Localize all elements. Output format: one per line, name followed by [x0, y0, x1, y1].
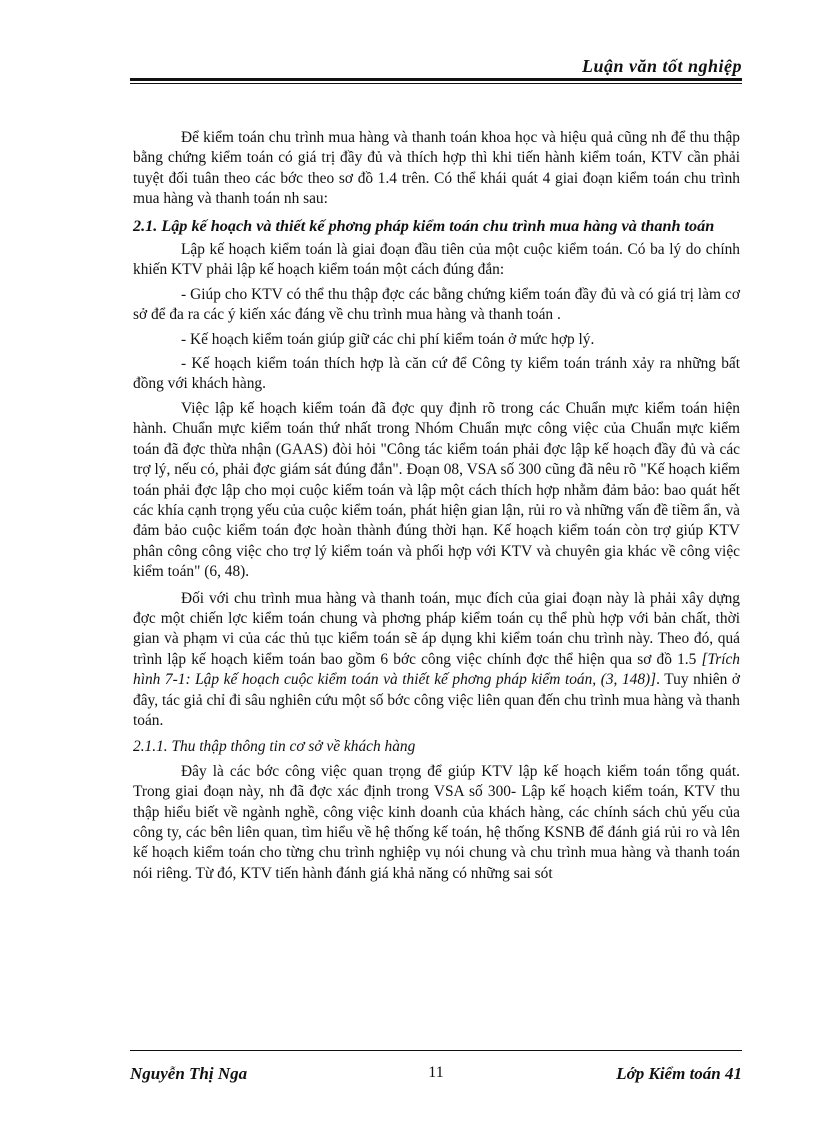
page-number: 11 — [428, 1064, 444, 1081]
paragraph-purpose — [133, 589, 740, 732]
purpose-text: Đối với chu trình mua hàng và thanh toán, mục đích của giai đoạn này là phải xây dựng đợc một chiến lợc kiểm toán chung và phơng pháp kiểm toán cụ thể phù hợp với bản chất, thời gian và phạm vi của các thủ tục kiểm toán sẽ áp dụng khi kiểm toán chu trình này. Theo đó, quá trình lập kế hoạch kiểm toán bao gồm 6 bớc công việc chính đợc thể hiện qua sơ đồ 1.5 — [133, 589, 740, 668]
page-body — [133, 128, 740, 890]
paragraph-intro: Để kiểm toán chu trình mua hàng và thanh toán khoa học và hiệu quả cũng nh để thu thập bằng chứng kiểm toán có giá trị đầy đủ và thích hợp thì khi tiến hành kiểm toán, KTV cần phải tuyệt đối tuân theo các bớc theo sơ đồ 1.4 trên. Có thể khái quát 4 giai đoạn kiểm toán chu trình mua hàng và thanh toán nh sau: — [133, 129, 740, 208]
header-rule — [130, 78, 742, 81]
page-header — [130, 52, 742, 84]
paragraph-planning: Lập kế hoạch kiểm toán là giai đoạn đầu tiên của một cuộc kiểm toán. Có ba lý do chính khiến KTV phải lập kế hoạch kiểm toán một cách đúng đắn: — [133, 241, 740, 279]
paragraph-client-info: Đây là các bớc công việc quan trọng để giúp KTV lập kế hoạch kiểm toán tổng quát. Trong giai đoạn này, nh đã đợc xác định trong VSA số 300- Lập kế hoạch kiểm toán, KTV thu thập hiểu biết về ngành nghề, công việc kinh doanh của khách hàng, các chính sách chủ yếu của công ty, các bên liên quan, tìm hiểu về hệ thống kế toán, hệ thống KSNB để đánh giá rủi ro và lên kế hoạch kiểm toán cho từng chu trình nghiệp vụ nói chung và chu trình mua hàng và thanh toán nói riêng. Từ đó, KTV tiến hành đánh giá khả năng có những sai sót — [133, 762, 740, 882]
header-title: Luận văn tốt nghiệp — [581, 56, 742, 76]
section-heading: 2.1. Lập kế hoạch và thiết kế phơng pháp kiểm toán chu trình mua hàng và thanh toán — [133, 216, 715, 235]
footer-author: Nguyễn Thị Nga — [130, 1064, 248, 1083]
subsection-heading: 2.1.1. Thu thập thông tin cơ sở về khách hàng — [133, 738, 416, 756]
bullet-disagreement: - Kế hoạch kiểm toán thích hợp là căn cứ để Công ty kiểm toán tránh xảy ra những bất đồng với khách hàng. — [133, 355, 740, 393]
citation: [Trích hình 7-1: Lập kế hoạch cuộc kiểm toán và thiết kế phơng pháp kiểm toán, (3, 148)] — [133, 650, 740, 689]
paragraph-standards: Việc lập kế hoạch kiểm toán đã đợc quy định rõ trong các Chuẩn mực kiểm toán hiện hành. Chuẩn mực kiểm toán thứ nhất trong Nhóm Chuẩn mực công việc của Chuẩn mực kiểm toán đã đợc thừa nhận (GAAS) đòi hỏi "Công tác kiểm toán phải đợc lập kế hoạch đầy đủ và các trợ lý, nếu có, phải đợc giám sát đúng đắn". Đoạn 08, VSA số 300 cũng đã nêu rõ "Kế hoạch kiểm toán phải đợc lập cho mọi cuộc kiểm toán và lập một cách thích hợp nhằm đảm bảo: bao quát hết các khía cạnh trọng yếu của cuộc kiểm toán, phát hiện gian lận, rủi ro và những vấn đề tiềm ẩn, và đảm bảo cuộc kiểm toán đợc hoàn thành đúng thời hạn. Kế hoạch kiểm toán còn trợ giúp KTV phân công công việc cho trợ lý kiểm toán và phối hợp với KTV và chuyên gia khác về công việc kiểm toán" (6, 48). — [133, 399, 740, 581]
header-rule-thin — [130, 83, 742, 84]
bullet-evidence: - Giúp cho KTV có thể thu thập đợc các bằng chứng kiểm toán đầy đủ và có giá trị làm cơ sở để đa ra các ý kiến xác đáng về chu trình mua hàng và thanh toán . — [133, 285, 740, 324]
page-footer — [130, 1050, 742, 1090]
purpose-text-end: . Tuy nhiên ở đây, tác giả chỉ đi sâu nghiên cứu một số bớc công việc liên quan đến chu trình mua hàng và thanh toán. — [133, 671, 740, 729]
bullet-cost: - Kế hoạch kiểm toán giúp giữ các chi phí kiểm toán ở mức hợp lý. — [181, 330, 595, 348]
footer-class: Lớp Kiểm toán 41 — [616, 1064, 742, 1083]
footer-rule — [130, 1050, 742, 1051]
